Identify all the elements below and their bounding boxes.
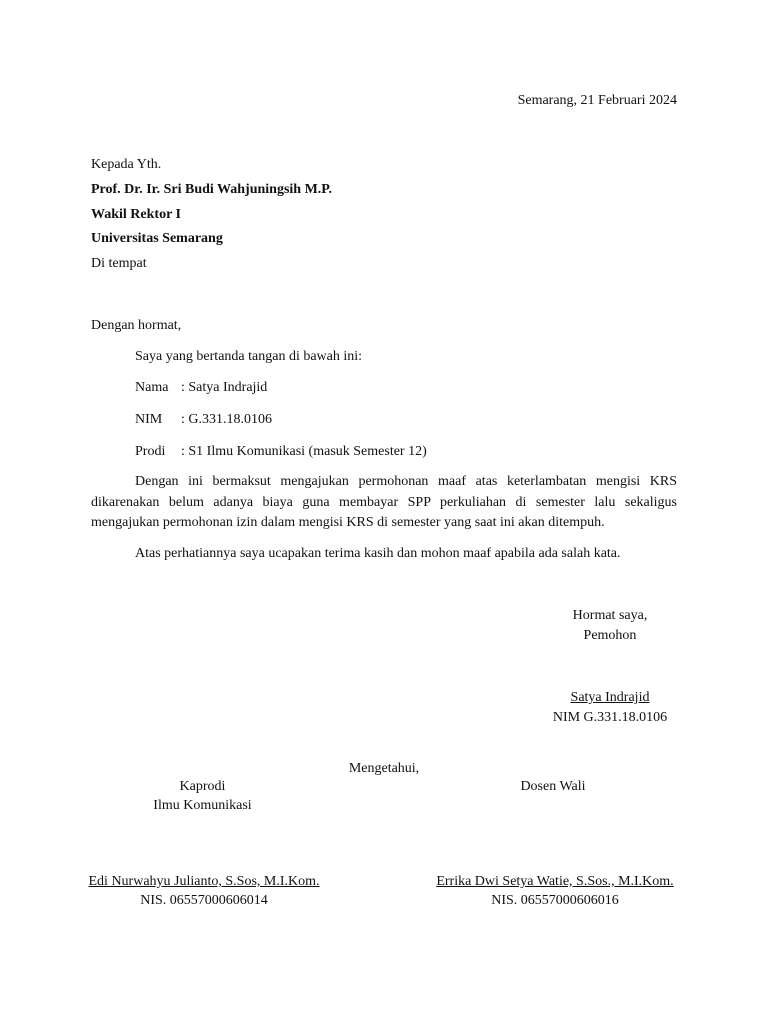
body-paragraph: Dengan ini bermaksut mengajukan permohonan maaf atas keterlambatan mengisi KRS dikarenakan belum adanya biaya guna membayar SPP perkuliahan di semester lalu sekaligus mengajukan permohonan izin dalam mengisi KRS di semester yang saat ini akan ditempuh.: [91, 474, 677, 530]
closing-paragraph: Atas perhatiannya saya ucapakan terima kasih dan mohon maaf apabila ada salah kata.: [135, 546, 621, 561]
recipient-position: Wakil Rektor I: [91, 207, 181, 222]
applicant-signature-name: Satya Indrajid: [570, 690, 650, 705]
right-signer-name: Errika Dwi Setya Watie, S.Sos., M.I.Kom.: [436, 874, 674, 889]
left-signer-department: Ilmu Komunikasi: [153, 798, 252, 813]
right-signer-title: Dosen Wali: [520, 779, 586, 794]
sign-off-line2: Pemohon: [583, 628, 637, 643]
field-row-prodi: [135, 443, 427, 462]
field-value: : G.331.18.0106: [181, 412, 272, 427]
place-date: Semarang, 21 Februari 2024: [517, 93, 677, 108]
field-value: : Satya Indrajid: [181, 380, 268, 395]
field-label: Prodi: [135, 444, 166, 459]
recipient-name: Prof. Dr. Ir. Sri Budi Wahjuningsih M.P.: [91, 182, 333, 197]
acknowledgement-heading: Mengetahui,: [348, 761, 420, 776]
salutation: Dengan hormat,: [91, 318, 182, 333]
left-signer-id: NIS. 06557000606014: [140, 893, 268, 908]
field-label: Nama: [135, 380, 169, 395]
recipient-institution: Universitas Semarang: [91, 231, 223, 246]
intro-line: Saya yang bertanda tangan di bawah ini:: [135, 349, 363, 364]
left-signer-title: Kaprodi: [179, 779, 226, 794]
sign-off-line1: Hormat saya,: [572, 608, 648, 623]
left-signer-name: Edi Nurwahyu Julianto, S.Sos, M.I.Kom.: [88, 874, 320, 889]
right-signer-id: NIS. 06557000606016: [491, 893, 619, 908]
applicant-id: NIM G.331.18.0106: [552, 710, 668, 725]
recipient-greeting: Kepada Yth.: [91, 157, 162, 172]
field-row-nama: [135, 379, 267, 398]
field-row-nim: [135, 411, 272, 430]
recipient-location: Di tempat: [91, 256, 147, 271]
field-label: NIM: [135, 412, 163, 427]
field-value: : S1 Ilmu Komunikasi (masuk Semester 12): [181, 444, 427, 459]
